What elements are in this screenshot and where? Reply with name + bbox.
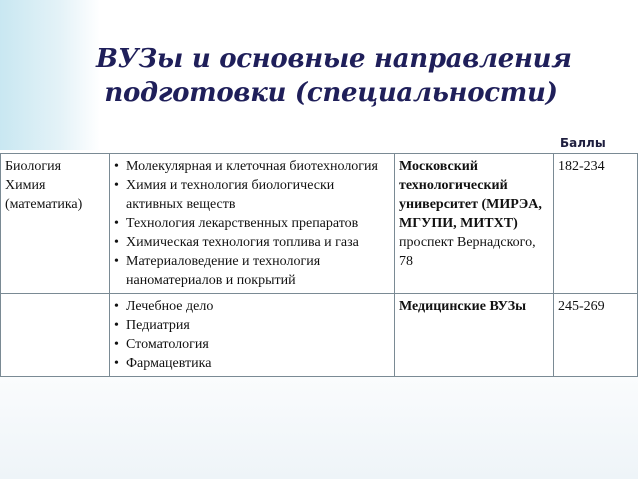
decorative-band [0, 0, 100, 150]
university-name: Московский технологический университет (МИРЭА, МГУПИ, МИТХТ) [399, 159, 542, 231]
score-value: 245-269 [558, 299, 605, 314]
subject-item: Биология [5, 159, 62, 174]
direction-item: • Лечебное дело [114, 297, 390, 316]
score-cell [554, 294, 638, 377]
score-value: 182-234 [558, 159, 605, 174]
subjects-cell [1, 154, 110, 294]
score-column-header: Баллы [560, 136, 606, 150]
direction-item: • Стоматология [114, 335, 390, 354]
table-row [1, 154, 638, 294]
slide-title-line-1: ВУЗы и основные направления [96, 44, 572, 74]
directions-list [114, 297, 390, 373]
direction-item: • Химическая технология топлива и газа [114, 233, 390, 252]
directions-cell [110, 154, 395, 294]
university-name: Медицинские ВУЗы [399, 299, 527, 314]
direction-item: • Материаловедение и технология наноматериалов и покрытий [114, 252, 390, 290]
subject-item: (математика) [5, 197, 83, 212]
slide-title [96, 42, 572, 110]
subjects-cell [1, 294, 110, 377]
table-row [1, 294, 638, 377]
score-cell [554, 154, 638, 294]
direction-item: • Химия и технология биологически активных веществ [114, 176, 390, 214]
direction-item: • Молекулярная и клеточная биотехнология [114, 157, 390, 176]
direction-item: • Фармацевтика [114, 354, 390, 373]
university-cell [395, 294, 554, 377]
directions-list [114, 157, 390, 290]
universities-table [0, 153, 638, 377]
slide-title-line-2: подготовки (специальности) [104, 78, 558, 108]
subject-item: Химия [5, 178, 46, 193]
direction-item: • Технология лекарственных препаратов [114, 214, 390, 233]
directions-cell [110, 294, 395, 377]
direction-item: • Педиатрия [114, 316, 390, 335]
university-address: проспект Вернадского, 78 [399, 235, 536, 269]
university-cell [395, 154, 554, 294]
